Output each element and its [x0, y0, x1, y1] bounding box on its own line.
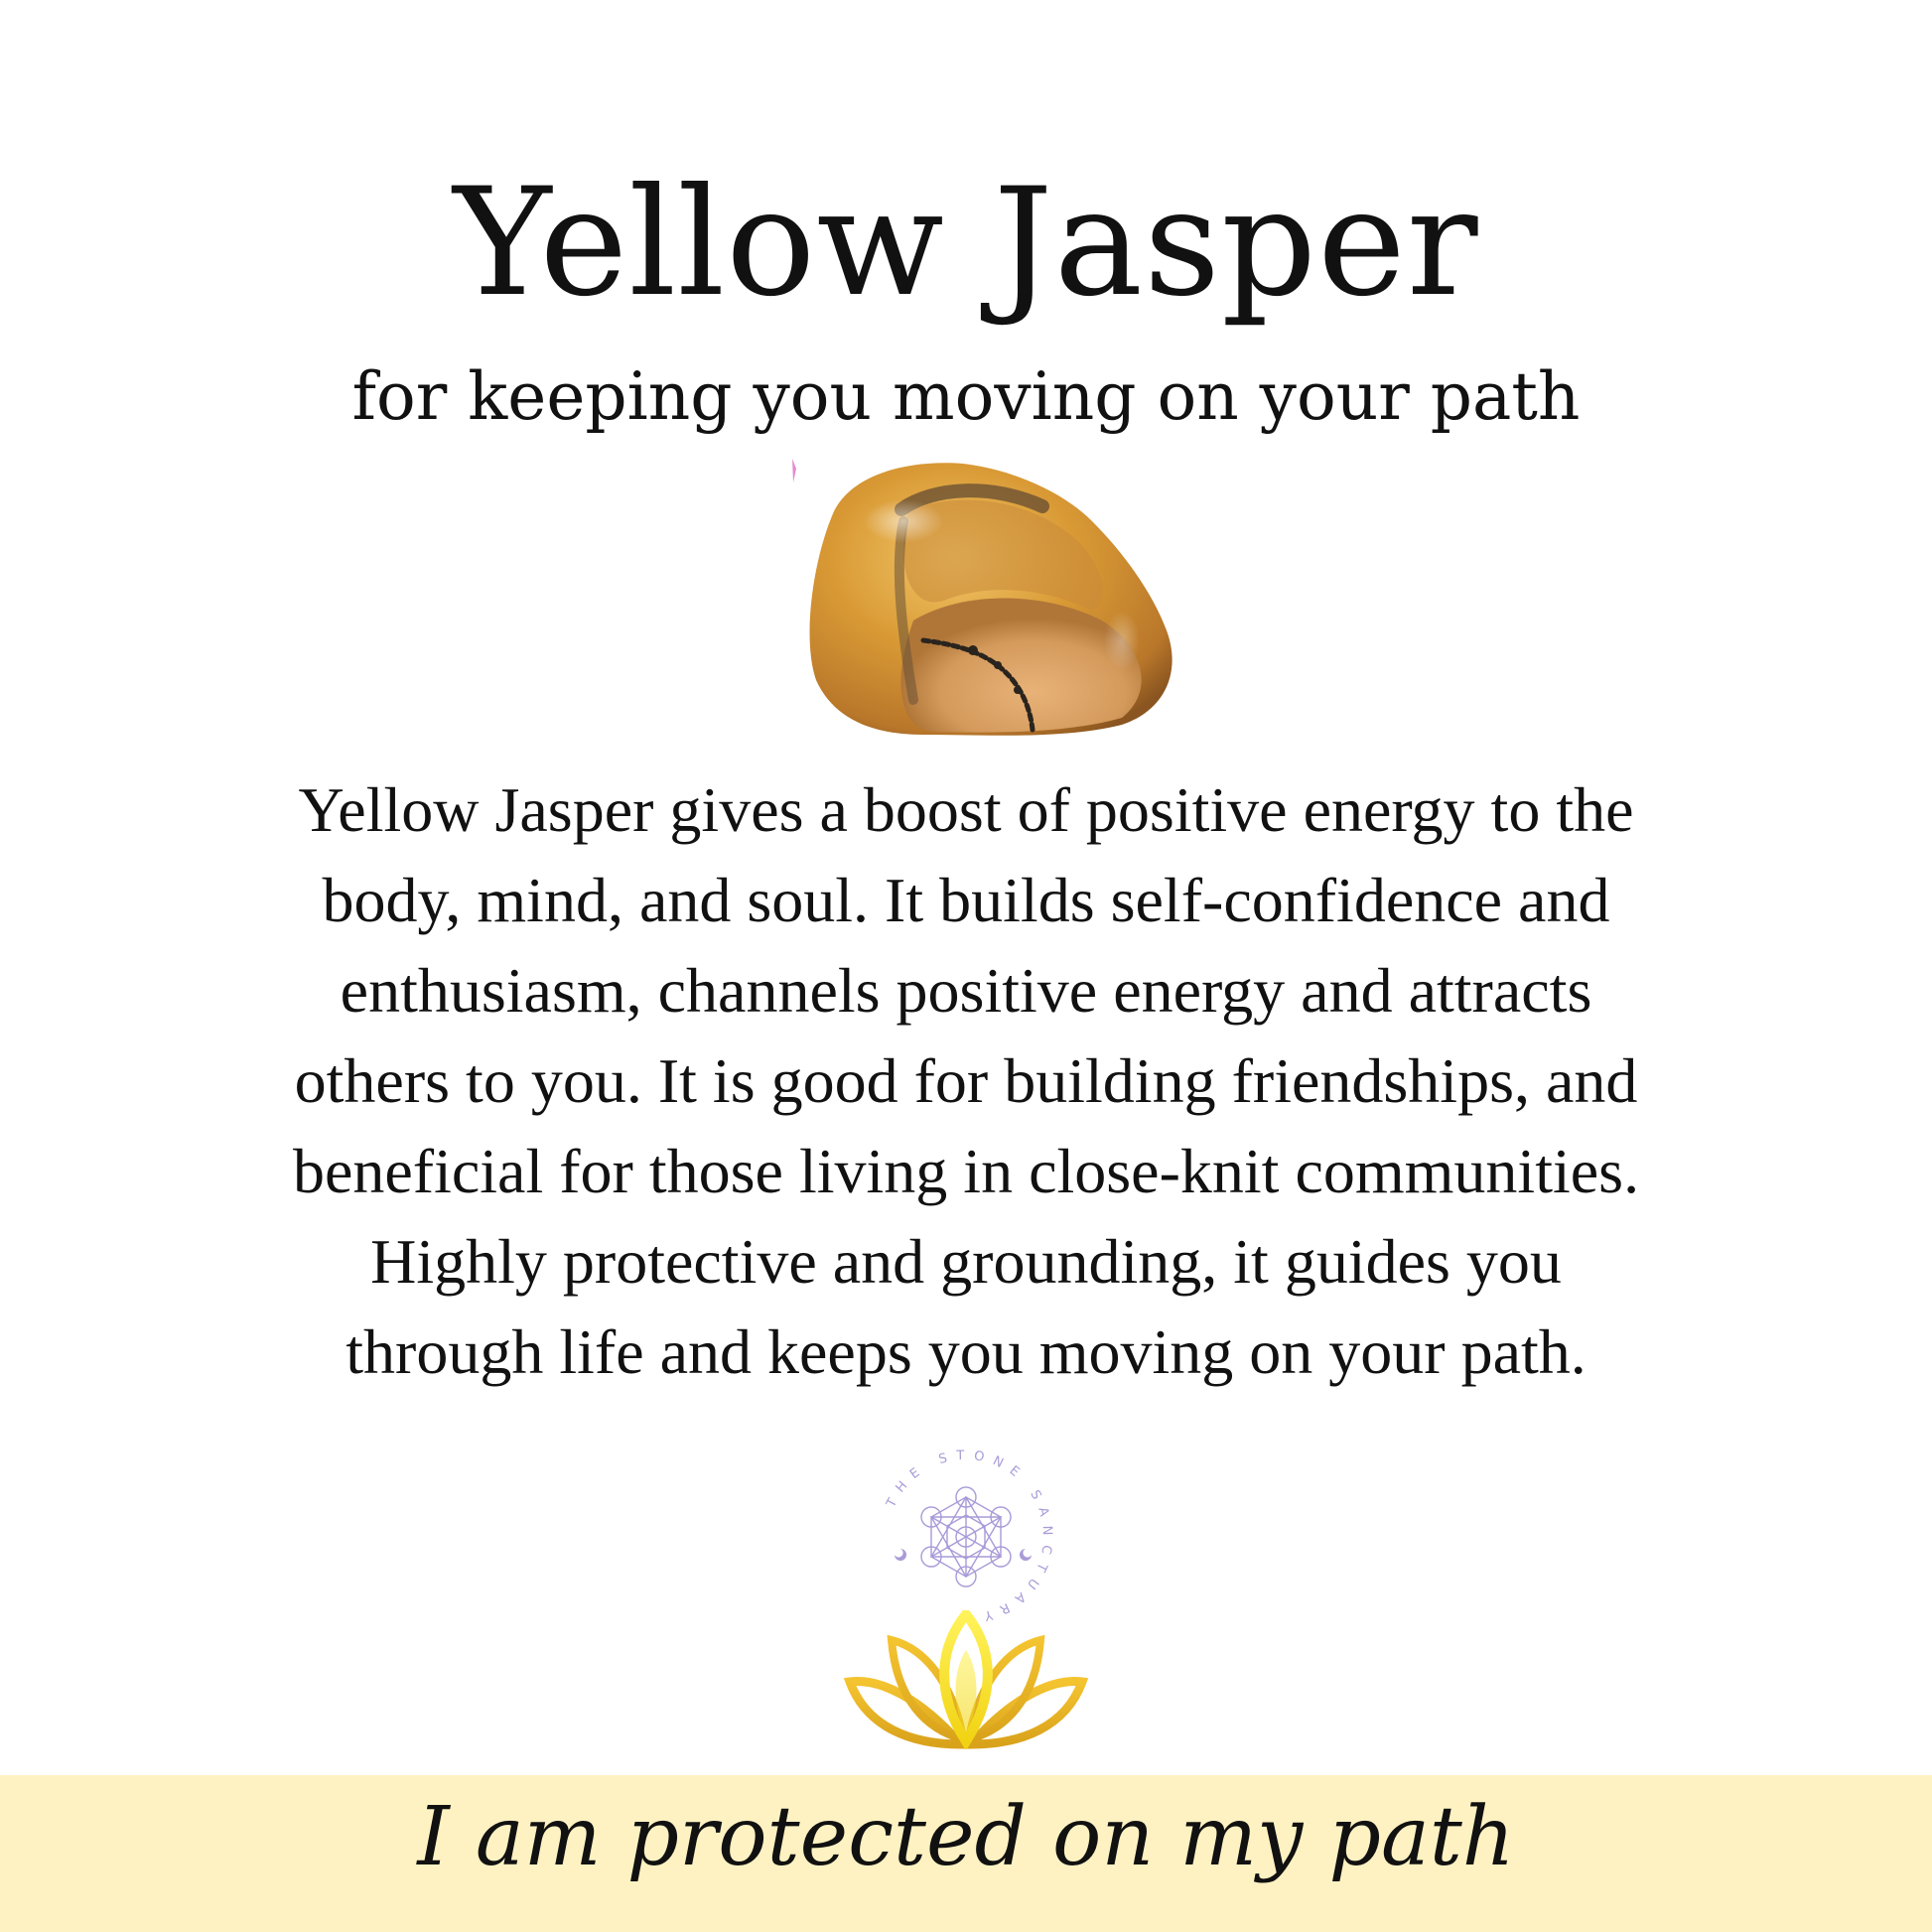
description-line: Highly protective and grounding, it guides you — [370, 1226, 1562, 1297]
description-line: others to you. It is good for building friendships, and — [294, 1045, 1638, 1116]
yellow-jasper-stone-image — [794, 452, 1191, 750]
stone-sanctuary-logo — [867, 1438, 1065, 1636]
description-line: enthusiasm, channels positive energy and attracts — [340, 955, 1592, 1026]
lotus-flower-icon — [842, 1610, 1090, 1749]
description-text — [169, 764, 1763, 1397]
page-subtitle: for keeping you moving on your path — [351, 358, 1581, 435]
description-line: body, mind, and soul. It builds self-confidence and — [322, 865, 1610, 935]
description-line: beneficial for those living in close-knit communities. — [292, 1136, 1640, 1206]
logo-text: THE STONE SANCTUARY — [884, 1448, 1055, 1625]
metatrons-cube-icon — [921, 1487, 1011, 1587]
page-title: Yellow Jasper — [453, 157, 1479, 330]
description-line: Yellow Jasper gives a boost of positive energy to the — [298, 774, 1634, 845]
svg-text:THE STONE SANCTUARY — [884, 1449, 1054, 1625]
affirmation-text: I am protected on my path — [417, 1790, 1515, 1884]
description-line: through life and keeps you moving on your path. — [345, 1316, 1587, 1387]
